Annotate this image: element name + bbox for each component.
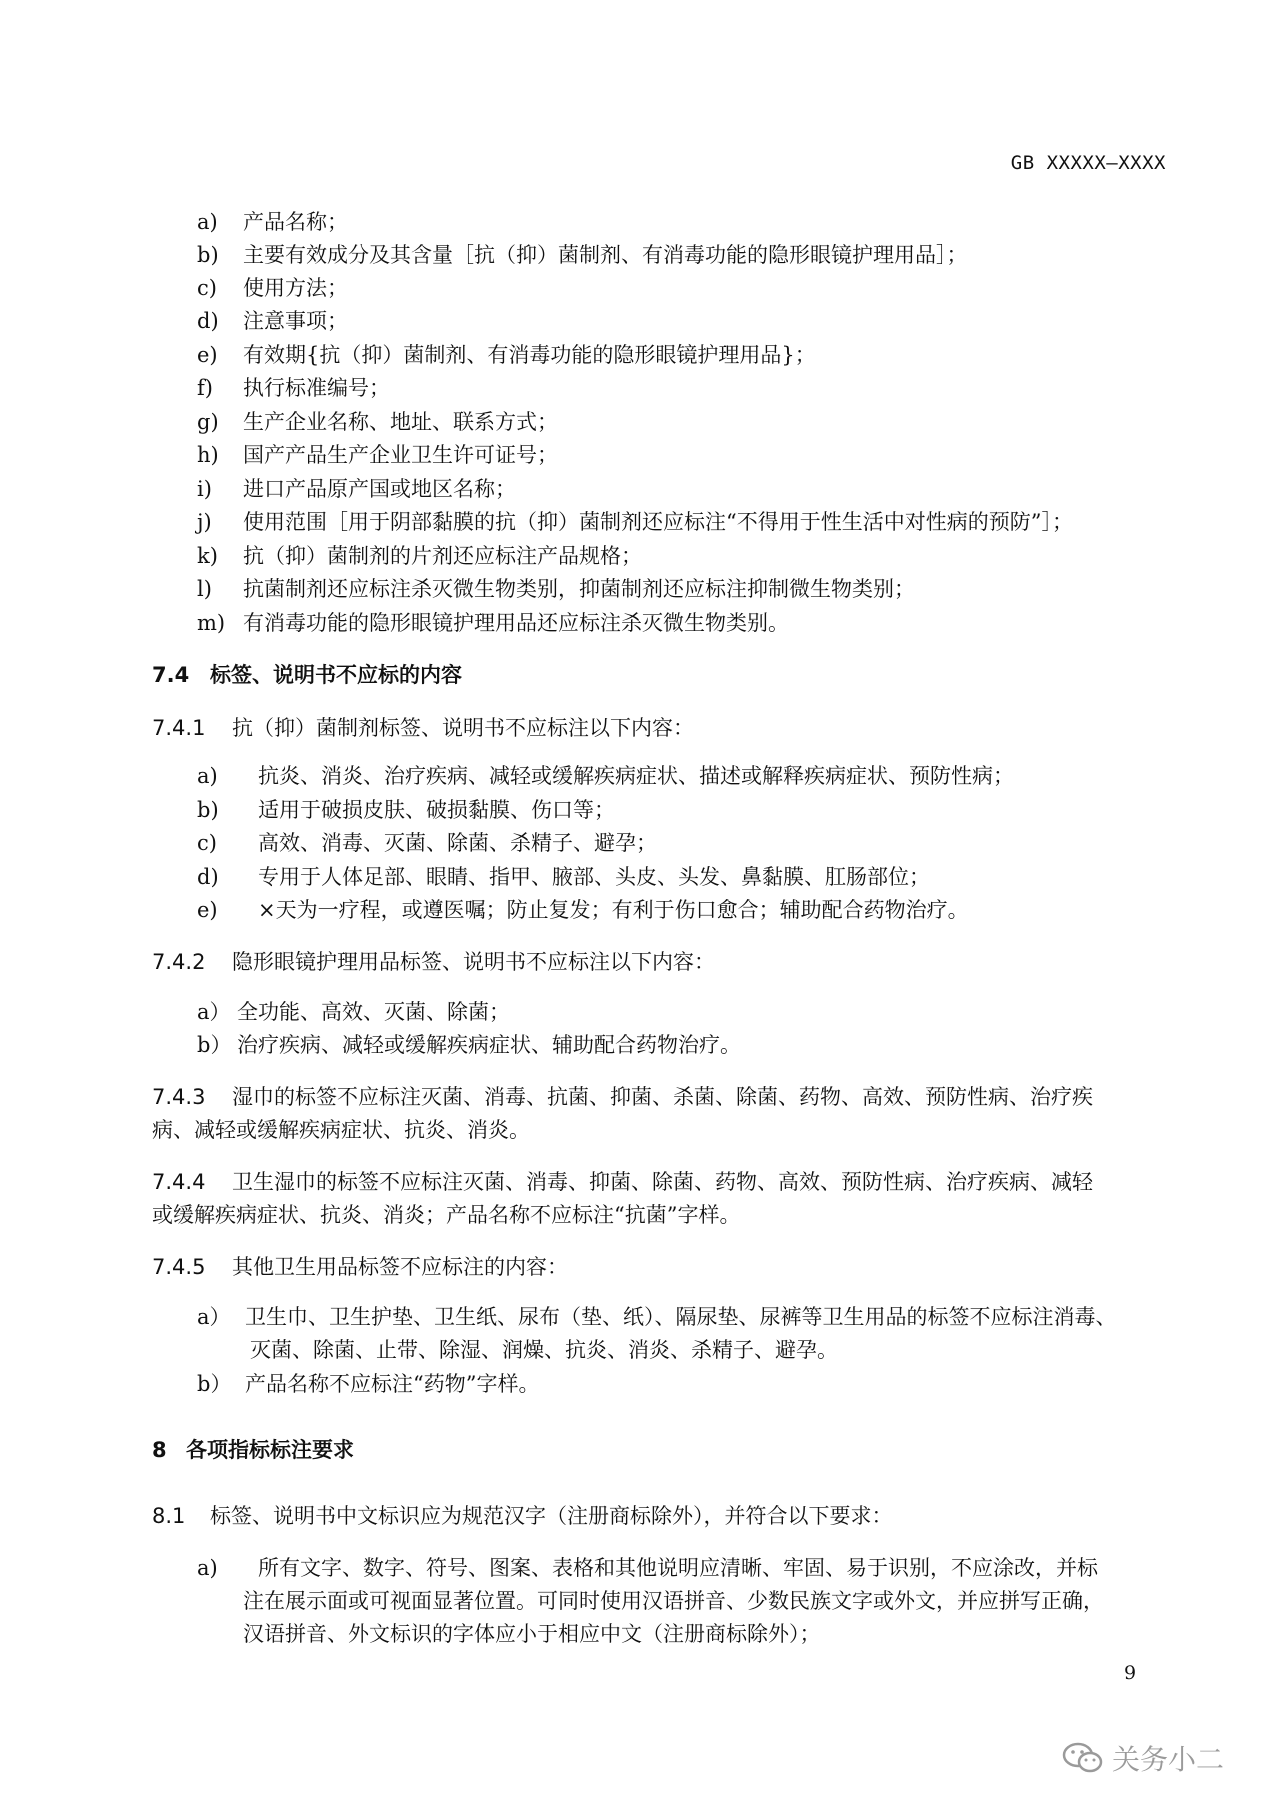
document-code: GB XXXXX—XXXX [1010,152,1166,174]
clause-paragraph-continued: 病、减轻或缓解疾病症状、抗炎、消炎。 [152,1118,530,1142]
list-item-continued: 注在展示面或可视面显著位置。可同时使用汉语拼音、少数民族文字或外文，并应拼写正确， [243,1589,1104,1613]
page-number: 9 [1124,1662,1137,1684]
watermark [1062,1738,1224,1778]
list-item-continued: 灭菌、除菌、止带、除湿、润燥、抗炎、消炎、杀精子、避孕。 [250,1338,838,1362]
watermark-text: 关务小二 [1112,1743,1225,1776]
clause-paragraph-continued: 或缓解疾病症状、抗炎、消炎；产品名称不应标注“抗菌”字样。 [152,1203,741,1227]
wechat-icon [1062,1741,1104,1775]
list-item-continued: 汉语拼音、外文标识的字体应小于相应中文（注册商标除外）； [243,1622,821,1646]
